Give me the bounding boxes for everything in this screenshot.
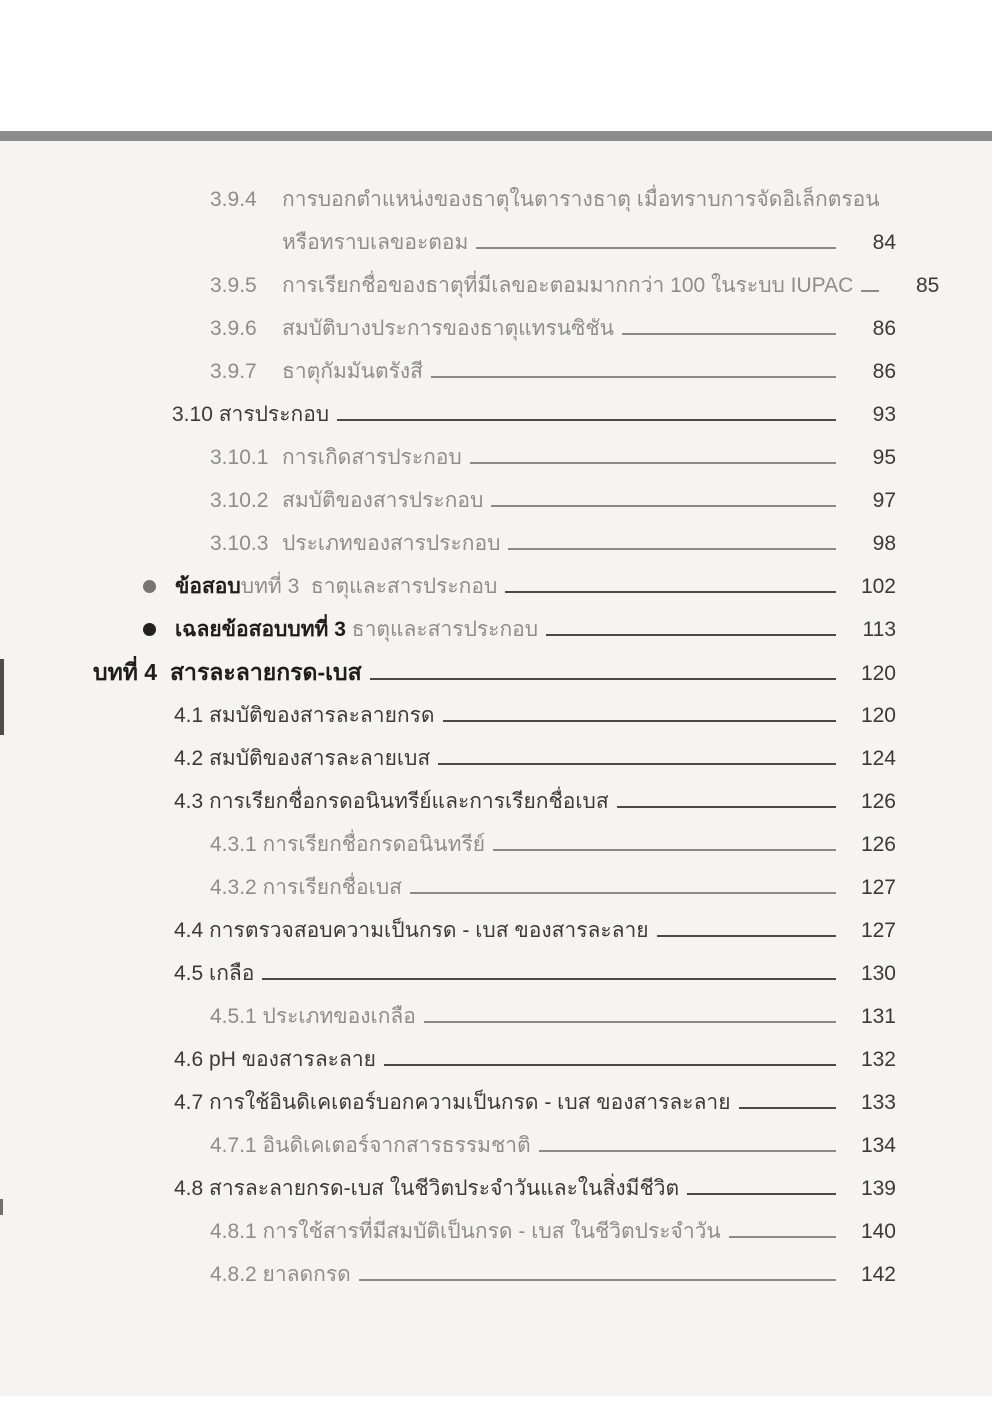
page-number: 131 <box>860 1005 896 1028</box>
toc-list <box>0 141 992 1296</box>
header-divider-bar <box>0 131 992 141</box>
toc-row <box>0 1210 896 1253</box>
dot-leader-line <box>657 935 836 937</box>
dot-leader-line <box>493 849 836 851</box>
toc-row <box>0 178 896 221</box>
toc-entry-title: 4.1 สมบัติของสารละลายกรด <box>174 704 435 727</box>
toc-entry-title: 4.3 การเรียกชื่อกรดอนินทรีย์และการเรียกชื่อเบส <box>174 790 609 813</box>
toc-row <box>0 565 896 608</box>
page-number: 120 <box>860 704 896 727</box>
toc-row <box>0 350 896 393</box>
toc-entry-title: 4.5.1 ประเภทของเกลือ <box>210 1005 416 1028</box>
page-number: 134 <box>860 1134 896 1157</box>
toc-section-number: 3.10.1 <box>210 446 269 469</box>
toc-entry-title: หรือทราบเลขอะตอม <box>282 231 469 254</box>
page-number: 127 <box>860 919 896 942</box>
toc-entry-title: 4.2 สมบัติของสารละลายเบส <box>174 747 431 770</box>
page-number: 84 <box>872 231 896 254</box>
dot-leader-line <box>443 720 836 722</box>
toc-row <box>0 1167 896 1210</box>
page-number: 97 <box>872 489 896 512</box>
dot-leader-line <box>410 892 836 894</box>
page-number: 142 <box>860 1263 896 1286</box>
toc-entry-title: ธาตุกัมมันตรังสี <box>282 360 423 383</box>
page-number: 132 <box>860 1048 896 1071</box>
toc-section-number: 3.10.2 <box>210 489 269 512</box>
toc-entry-title: 4.7 การใช้อินดิเคเตอร์บอกความเป็นกรด - เบส ของสารละลาย <box>174 1091 731 1114</box>
toc-entry-title: การเรียกชื่อของธาตุที่มีเลขอะตอมมากกว่า 100 ในระบบ IUPAC <box>282 274 854 297</box>
page-number: 120 <box>860 662 896 685</box>
toc-row <box>0 479 896 522</box>
toc-row <box>0 608 896 651</box>
dot-leader-line <box>687 1193 836 1195</box>
toc-entry-title: การบอกตำแหน่งของธาตุในตารางธาตุ เมื่อทราบการจัดอิเล็กตรอน <box>282 188 880 211</box>
dot-leader-line <box>384 1064 836 1066</box>
toc-section-number: 3.10.3 <box>210 532 269 555</box>
toc-entry-title: สมบัติบางประการของธาตุแทรนซิชัน <box>282 317 615 340</box>
toc-row <box>0 694 896 737</box>
toc-entry-title: 4.8 สารละลายกรด-เบส ในชีวิตประจำวันและในสิ่งมีชีวิต <box>174 1177 680 1200</box>
dot-leader-line <box>539 1150 836 1152</box>
toc-entry-title: 4.8.2 ยาลดกรด <box>210 1263 351 1286</box>
dot-leader-line <box>739 1107 836 1109</box>
bottom-margin-band <box>0 1396 992 1404</box>
dot-leader-line <box>546 634 836 636</box>
toc-entry-title: การเกิดสารประกอบ <box>282 446 462 469</box>
toc-entry-title: 3.10 สารประกอบ <box>172 403 330 426</box>
page-number: 98 <box>872 532 896 555</box>
dot-leader-line <box>262 978 836 980</box>
dot-leader-line <box>337 419 836 421</box>
toc-entry-title: เฉลยข้อสอบบทที่ 3 ธาตุและสารประกอบ <box>175 618 539 641</box>
page-number: 86 <box>872 360 896 383</box>
page-number: 102 <box>860 575 896 598</box>
toc-section-number: 3.9.4 <box>210 188 257 211</box>
toc-row <box>0 436 896 479</box>
toc-entry-title: 4.3.1 การเรียกชื่อกรดอนินทรีย์ <box>210 833 486 856</box>
toc-section-number: บทที่ 4 <box>93 659 158 685</box>
dot-leader-line <box>861 290 879 292</box>
page-number: 139 <box>860 1177 896 1200</box>
toc-row <box>0 1038 896 1081</box>
dot-leader-line <box>431 376 836 378</box>
toc-row <box>0 393 896 436</box>
toc-row <box>0 823 896 866</box>
page-number: 124 <box>860 747 896 770</box>
toc-row <box>0 221 896 264</box>
toc-entry-title: 4.8.1 การใช้สารที่มีสมบัติเป็นกรด - เบส ในชีวิตประจำวัน <box>210 1220 721 1243</box>
toc-entry-title: ข้อสอบบทที่ 3 ธาตุและสารประกอบ <box>175 575 498 598</box>
dot-leader-line <box>424 1021 836 1023</box>
top-margin-band <box>0 0 992 131</box>
toc-entry-title: 4.6 pH ของสารละลาย <box>174 1048 376 1071</box>
toc-row <box>0 651 896 694</box>
page-number: 126 <box>860 833 896 856</box>
toc-section-number: 3.9.5 <box>210 274 257 297</box>
dot-leader-line <box>622 333 836 335</box>
toc-row <box>0 866 896 909</box>
dot-leader-line <box>438 763 836 765</box>
toc-entry-title: 4.7.1 อินดิเคเตอร์จากสารธรรมชาติ <box>210 1134 531 1157</box>
toc-row <box>0 1253 896 1296</box>
bullet-icon <box>143 565 175 608</box>
page-number: 140 <box>860 1220 896 1243</box>
page-number: 130 <box>860 962 896 985</box>
dot-leader-line <box>617 806 836 808</box>
toc-section-number: 3.9.6 <box>210 317 257 340</box>
dot-leader-line <box>370 678 836 680</box>
toc-entry-title: สมบัติของสารประกอบ <box>282 489 484 512</box>
dot-leader-line <box>470 462 836 464</box>
dot-leader-line <box>508 548 836 550</box>
toc-row <box>0 780 896 823</box>
page-number: 93 <box>872 403 896 426</box>
dot-leader-line <box>729 1236 836 1238</box>
bullet-icon <box>143 608 175 651</box>
toc-entry-title: สารละลายกรด-เบส <box>170 659 362 685</box>
toc-row <box>0 307 896 350</box>
toc-row <box>0 522 896 565</box>
toc-row <box>0 264 940 307</box>
toc-row <box>0 737 896 780</box>
page-number: 127 <box>860 876 896 899</box>
toc-row <box>0 909 896 952</box>
page-number: 95 <box>872 446 896 469</box>
dot-leader-line <box>359 1279 836 1281</box>
toc-entry-title: 4.3.2 การเรียกชื่อเบส <box>210 876 402 899</box>
page-number: 126 <box>860 790 896 813</box>
toc-row <box>0 1081 896 1124</box>
toc-entry-title: 4.4 การตรวจสอบความเป็นกรด - เบส ของสารละลาย <box>174 919 649 942</box>
dot-leader-line <box>491 505 836 507</box>
toc-entry-title: ประเภทของสารประกอบ <box>282 532 501 555</box>
toc-row <box>0 952 896 995</box>
toc-row <box>0 1124 896 1167</box>
toc-section-number: 3.9.7 <box>210 360 257 383</box>
page-number: 133 <box>860 1091 896 1114</box>
toc-entry-title: 4.5 เกลือ <box>174 962 255 985</box>
toc-row <box>0 995 896 1038</box>
page-number: 86 <box>872 317 896 340</box>
page-number: 113 <box>862 618 896 641</box>
dot-leader-line <box>505 591 836 593</box>
page-number: 85 <box>915 274 940 297</box>
dot-leader-line <box>476 247 836 249</box>
